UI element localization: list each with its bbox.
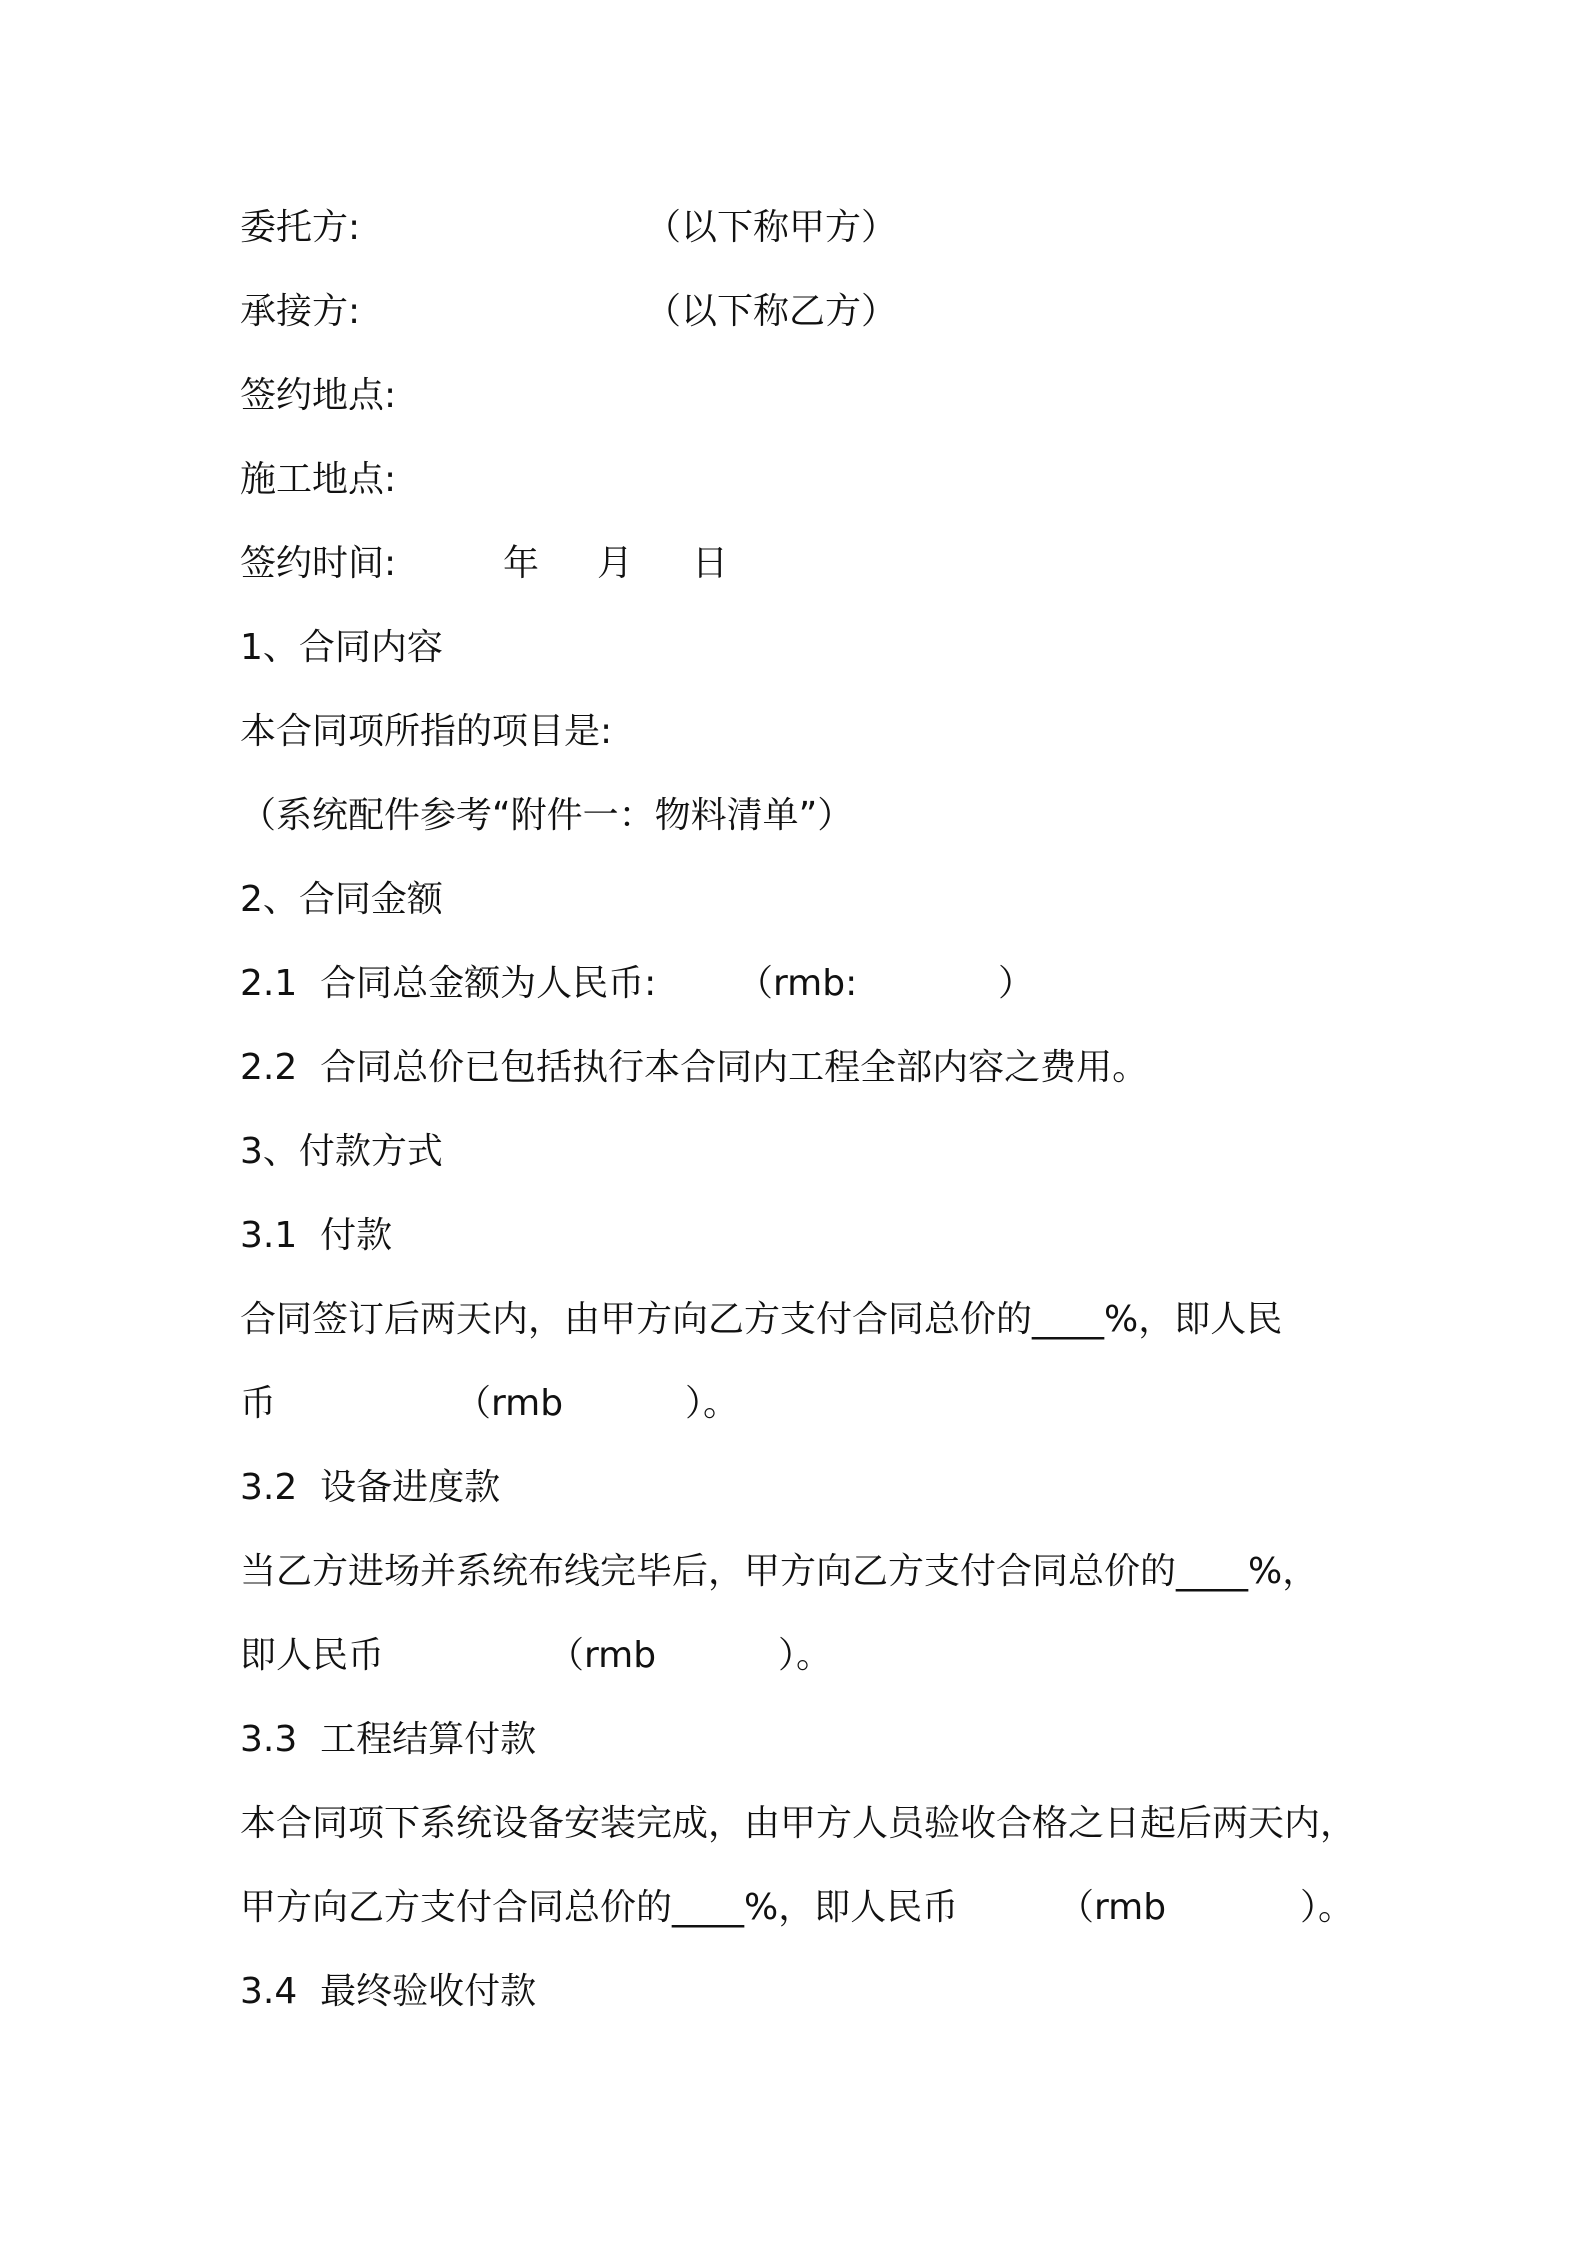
section3-item-3-3-title: 3.3 工程结算付款 <box>240 1719 537 1760</box>
section3-item-3-3-line2-a: 甲方向乙方支付合同总价的____%，即人民币 <box>240 1887 959 1928</box>
client-alias: （以下称甲方） <box>645 207 898 248</box>
section3-item-3-3-line1: 本合同项下系统设备安装完成，由甲方人员验收合格之日起后两天内， <box>240 1803 1357 1844</box>
section3-item-3-1-line2-b: （rmb <box>455 1383 564 1424</box>
section3-item-3-3-line2-c: ）。 <box>1300 1887 1355 1928</box>
signing-time-year: 年 <box>503 543 540 584</box>
section3-item-3-2-title: 3.2 设备进度款 <box>240 1467 501 1508</box>
section3-item-3-1-line2-a: 币 <box>240 1383 277 1424</box>
section3-item-3-1-line2-c: ）。 <box>685 1383 740 1424</box>
section3-item-3-4-title: 3.4 最终验收付款 <box>240 1971 537 2012</box>
section3-item-3-1-line1: 合同签订后两天内，由甲方向乙方支付合同总价的____%，即人民 <box>240 1299 1283 1340</box>
section3-item-3-3-line2-b: （rmb <box>1058 1887 1167 1928</box>
section2-item-2-1-rmb-open: （rmb: <box>737 963 858 1004</box>
section2-title: 2、合同金额 <box>240 879 443 920</box>
section2-item-2-1-prefix: 2.1 合同总金额为人民币: <box>240 963 657 1004</box>
signing-time-day: 日 <box>692 543 729 584</box>
signing-time-label: 签约时间: <box>240 543 397 584</box>
section3-item-3-2-line2-b: （rmb <box>548 1635 657 1676</box>
section1-title: 1、合同内容 <box>240 627 443 668</box>
contractor-alias: （以下称乙方） <box>645 291 898 332</box>
section2-item-2-1-rmb-close: ） <box>998 963 1035 1004</box>
signing-time-month: 月 <box>597 543 634 584</box>
section2-item-2-2: 2.2 合同总价已包括执行本合同内工程全部内容之费用。 <box>240 1047 1149 1088</box>
section1-note: （系统配件参考“附件一：物料清单”） <box>240 795 854 836</box>
section3-item-3-2-line2-c: ）。 <box>778 1635 833 1676</box>
section1-item-line: 本合同项所指的项目是: <box>240 711 613 752</box>
section3-item-3-1-title: 3.1 付款 <box>240 1215 393 1256</box>
signing-place-label: 签约地点: <box>240 375 397 416</box>
client-label: 委托方: <box>240 207 361 248</box>
contractor-label: 承接方: <box>240 291 361 332</box>
section3-item-3-2-line2-a: 即人民币 <box>240 1635 385 1676</box>
construction-site-label: 施工地点: <box>240 459 397 500</box>
section3-item-3-2-line1: 当乙方进场并系统布线完毕后，甲方向乙方支付合同总价的____%， <box>240 1551 1319 1592</box>
section3-title: 3、付款方式 <box>240 1131 443 1172</box>
